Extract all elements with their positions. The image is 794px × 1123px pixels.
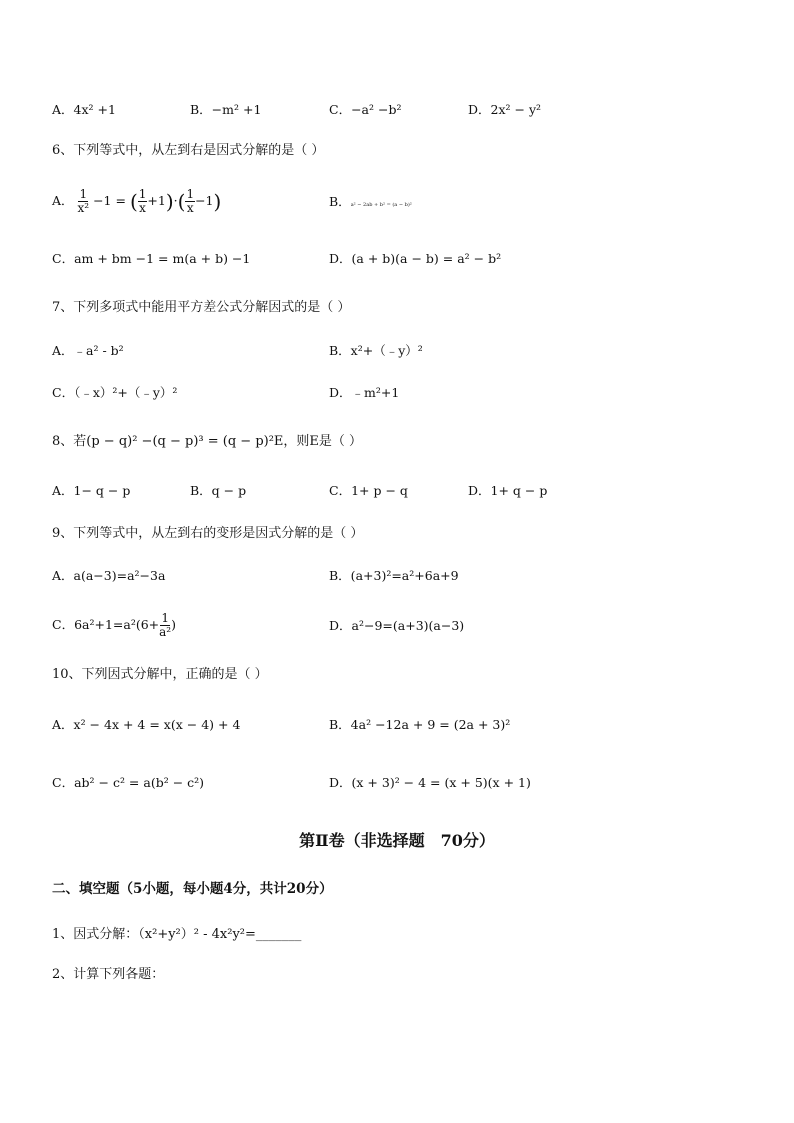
q6-option-a: A． $\frac{1}{\text{x²}}$ −1 = ( $\frac{1}{x}$ +1)·( $\frac{1}{x}$ −1) — [52, 187, 222, 215]
q8-option-a: A．1− q − p — [52, 483, 131, 498]
q7-option-d: D．﹣m²+1 — [329, 385, 400, 400]
q5-option-c: C．−a² −b² — [329, 102, 402, 117]
q10-option-b: B．4a² −12a + 9 = (2a + 3)² — [329, 717, 511, 732]
q6-a-mid2: +1 — [147, 193, 166, 208]
q6-option-b — [329, 194, 412, 213]
q5-option-a: A．4x² +1 — [52, 102, 116, 117]
q5-option-d: D．2x² − y² — [468, 102, 542, 117]
q9-c-end: ) — [171, 617, 177, 632]
section-subtitle: 二、填空题（5小题，每小题4分，共计20分） — [52, 881, 333, 897]
q9-option-d: D．a²−9=(a+3)(a−3) — [329, 618, 465, 633]
q6-a-end: −1 — [195, 193, 214, 208]
q8-option-b: B．q − p — [190, 483, 247, 498]
q6-a-mid: −1 = — [93, 193, 126, 208]
q10-option-a: A．x² − 4x + 4 = x(x − 4) + 4 — [52, 717, 241, 732]
q8-option-c: C．1+ p − q — [329, 483, 408, 498]
q9-c-fraction: $\frac{1}{\text{a²}}$ — [159, 611, 172, 639]
q8-stem: 8、若(p − q)² −(q − p)³ = (q − p)²E，则E是（ ） — [52, 434, 363, 449]
q10-option-c: C．ab² − c² = a(b² − c²) — [52, 775, 205, 790]
q9-option-c — [52, 610, 176, 640]
q6-option-b-label: B． — [329, 194, 351, 209]
q6-a-fraction-3: $\frac{1}{x}$ — [186, 187, 195, 215]
q8-option-d: D．1+ q − p — [468, 483, 548, 498]
q9-option-b: B．(a+3)²=a²+6a+9 — [329, 568, 459, 583]
q6-option-d: D．(a + b)(a − b) = a² − b² — [329, 251, 502, 266]
q6-option-c: C．am + bm −1 = m(a + b) −1 — [52, 251, 251, 266]
q9-option-a: A．a(a−3)=a²−3a — [52, 568, 166, 583]
q6-option-b-expr: a² − 2ab + b² = (a − b)² — [350, 202, 412, 208]
q9-stem: 9、下列等式中，从左到右的变形是因式分解的是（ ） — [52, 526, 364, 541]
q7-option-a: A．﹣a² - b² — [52, 343, 124, 358]
q6-a-fraction-2: $\frac{1}{x}$ — [138, 187, 147, 215]
section-title: 第Ⅱ卷（非选择题 70分） — [299, 831, 495, 850]
q10-option-d: D．(x + 3)² − 4 = (x + 5)(x + 1) — [329, 775, 531, 790]
q7-option-c: C．（﹣x）²+（﹣y）² — [52, 385, 178, 400]
q6-option-a-label: A． — [52, 193, 74, 208]
q6-a-fraction-1: $\frac{1}{\text{x²}}$ — [77, 187, 90, 215]
fill-question-1: 1、因式分解：（x²+y²）² - 4x²y²=_______ — [52, 927, 302, 942]
q10-stem: 10、下列因式分解中，正确的是（ ） — [52, 667, 268, 682]
q7-stem: 7、下列多项式中能用平方差公式分解因式的是（ ） — [52, 300, 351, 315]
q9-option-c-label: C．6a²+1=a²(6+ — [52, 617, 160, 632]
q6-stem: 6、下列等式中，从左到右是因式分解的是（ ） — [52, 143, 325, 158]
fill-question-2: 2、计算下列各题： — [52, 967, 165, 982]
q5-option-b: B．−m² +1 — [190, 102, 262, 117]
q7-option-b: B．x²+（﹣y）² — [329, 343, 423, 358]
